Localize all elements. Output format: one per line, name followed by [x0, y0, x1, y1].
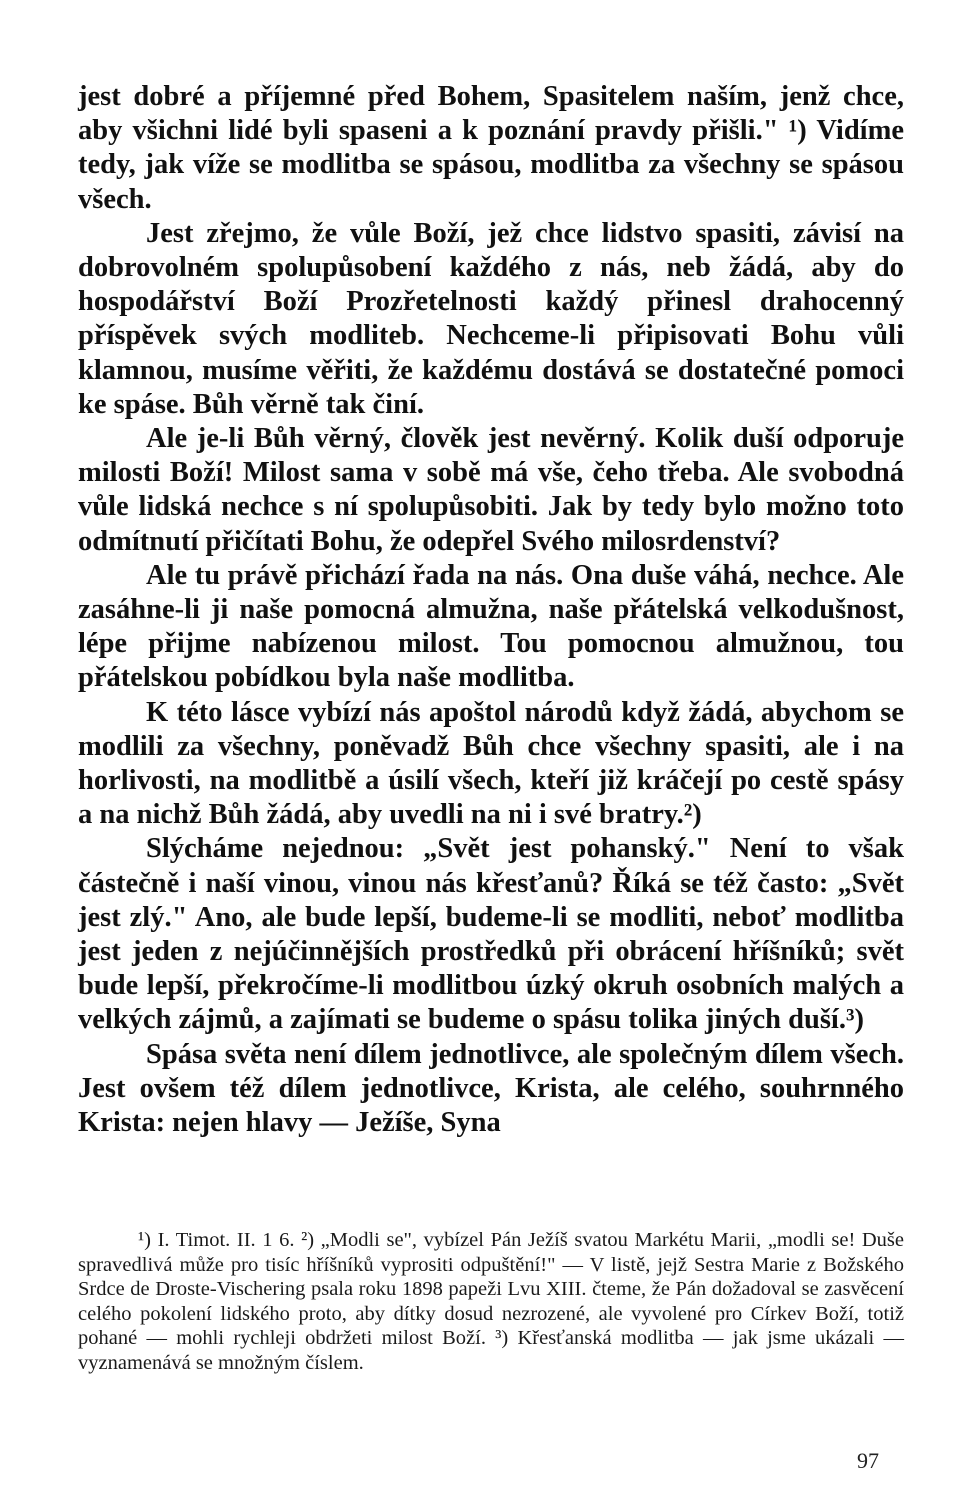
paragraph-4: Ale tu právě přichází řada na nás. Ona duše váhá, nechce. Ale zasáhne-li ji naše pomocná almužna, naše přátelská velkodušnost, lépe přijme nabízenou milost. Tou pomocnou almužnou, tou přátelskou pobídkou byla naše modlitba. — [78, 559, 904, 694]
paragraph-6: Slýcháme nejednou: „Svět jest pohanský." Není to však částečně i naší vinou, vinou nás křesťanů? Říká se též často: „Svět jest zlý." Ano, ale bude lepší, budeme-li se modliti, neboť modlitba jest jeden z nejúčinnějších prostředků při obrácení hříšníků; svět bude lepší, překročíme-li modlitbou úzký okruh osobních malých a velkých zájmů, a zajímati se budeme o spásu tolika jiných duší.³) — [78, 833, 904, 1036]
paragraph-2: Jest zřejmo, že vůle Boží, jež chce lidstvo spasiti, závisí na dobrovolném spolupůsobení každého z nás, neb žádá, aby do hospodářství Boží Prozřetelnosti každý přinesl drahocenný příspěvek svých modliteb. Nechceme-li připisovati Bohu vůli klamnou, musíme věřiti, že každému dostává se dostatečné pomoci ke spáse. Bůh věrně tak činí. — [78, 217, 904, 420]
footnotes — [78, 1228, 904, 1376]
main-text — [78, 80, 904, 1140]
footnote-text: ¹) I. Timot. II. 1 6. ²) „Modli se", vybízel Pán Ježíš svatou Markétu Marii, „modli se! Duše spravedlivá může pro tisíc hříšníků vyprositi odpuštění!" — V listě, jejž Sestra Marie z Božského Srdce de Droste-Vischering psala roku 1898 papeži Lvu XIII. čteme, že Pán dožadoval se zasvěcení celého pokolení lidského proto, aby dítky dosud nezrozené, ale vyvolené pro Církev Boží, totiž pohané — mohli rychleji obdržeti milost Boží. ³) Křesťanská modlitba — jak jsme ukázali — vyznamenává se množným číslem. — [78, 1229, 904, 1374]
paragraph-1: jest dobré a příjemné před Bohem, Spasitelem naším, jenž chce, aby všichni lidé byli spaseni a k poznání pravdy přišli." ¹) Vidíme tedy, jak víže se modlitba se spásou, modlitba za všechny se spásou všech. — [78, 81, 904, 215]
paragraph-7: Spása světa není dílem jednotlivce, ale společným dílem všech. Jest ovšem též dílem jednotlivce, Krista, ale celého, souhrnného Krista: nejen hlavy — Ježíše, Syna — [78, 1038, 904, 1139]
paragraph-5: K této lásce vybízí nás apoštol národů když žádá, abychom se modlili za všechny, poněvadž Bůh chce všechny spasiti, ale i na horlivosti, na modlitbě a úsilí všech, kteří již kráčejí po cestě spásy a na nichž Bůh žádá, aby uvedli na ni i své bratry.²) — [78, 696, 904, 831]
paragraph-3: Ale je-li Bůh věrný, člověk jest nevěrný. Kolik duší odporuje milosti Boží! Milost sama v sobě má vše, čeho třeba. Ale svobodná vůle lidská nechce s ní spolupůsobiti. Jak by tedy bylo možno toto odmítnutí přičítati Bohu, že odepřel Svého milosrdenství? — [78, 423, 904, 557]
page-number: 97 — [857, 1448, 879, 1473]
